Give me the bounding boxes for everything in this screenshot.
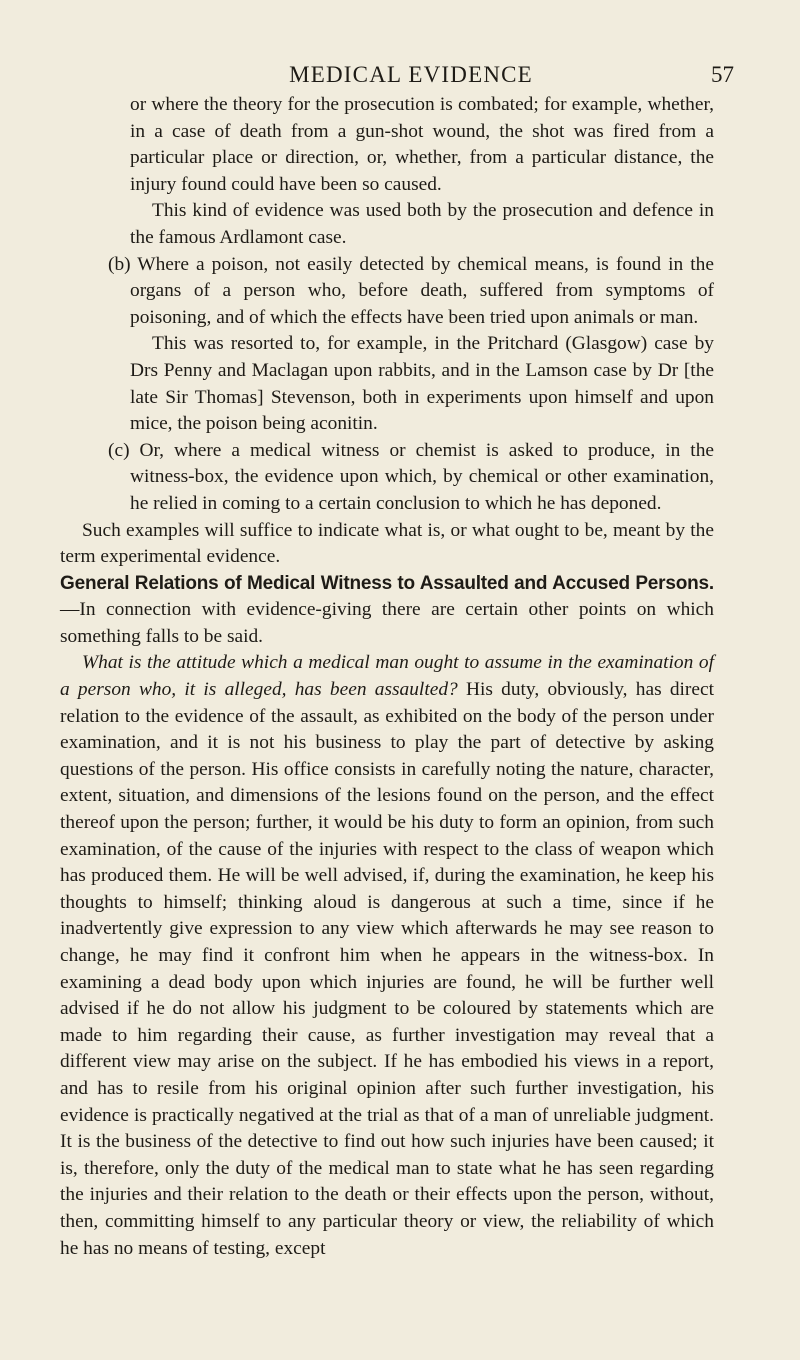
paragraph-item-b: (b) Where a poison, not easily detected by chemical means, is found in the organs of a person who, before death, suffered from symptoms of poisoning, and of which the effects have been tried upon animals or man. <box>108 253 714 328</box>
paragraph-examples: Such examples will suffice to indicate what is, or what ought to be, meant by the term experimental evidence. <box>60 519 714 568</box>
paragraph-item-c: (c) Or, where a medical witness or chemist is asked to produce, in the witness-box, the evidence upon which, by chemical or other examination, he relied in coming to a certain conclusion to which he has deponed. <box>108 439 714 514</box>
page-number: 57 <box>711 62 734 87</box>
paragraph-general-relations <box>60 571 714 651</box>
running-title: MEDICAL EVIDENCE <box>289 62 533 87</box>
paragraph-continuation: or where the theory for the prosecution is combated; for example, whether, in a case of death from a gun-shot wound, the shot was fired from a particular place or direction, or, whether, from a particular distance, the injury found could have been so caused. <box>130 94 714 195</box>
paragraph-pritchard: This was resorted to, for example, in the Pritchard (Glasgow) case by Drs Penny and Maclagan upon rabbits, and in the Lamson case by Dr [the late Sir Thomas] Stevenson, both in experiments upon himself and upon mice, the poison being aconitin. <box>130 333 714 435</box>
running-header <box>60 58 734 92</box>
section-heading-continuation: —In connection with evidence-giving there are certain other points on which something falls to be said. <box>60 599 714 647</box>
section-heading: General Relations of Medical Witness to Assaulted and Accused Persons. <box>60 572 714 594</box>
body-text <box>60 92 714 1262</box>
paragraph-ardlamont: This kind of evidence was used both by the prosecution and defence in the famous Ardlamont case. <box>130 200 714 248</box>
book-page <box>0 58 800 1360</box>
italic-question: What is the attitude which a medical man ought to assume in the examination of a person who, it is alleged, has been assaulted? <box>60 652 714 701</box>
paragraph-attitude <box>60 650 714 1262</box>
paragraph-attitude-body: His duty, obviously, has direct relation to the evidence of the assault, as exhibited on the body of the person under examination, and it is not his business to play the part of detective by asking questions of the person. His office consists in carefully noting the nature, character, extent, situation, and dimensions of the lesions found on the person, and the effect thereof upon the person; further, it would be his duty to form an opinion, from such examination, of the cause of the injuries with respect to the class of weapon which has produced them. He will be well advised, if, during the examination, he keep his thoughts to himself; thinking aloud is dangerous at such a time, since if he inadvertently give expression to any view which afterwards he may see reason to change, he may find it confront him when he appears in the witness-box. In examining a dead body upon which injuries are found, he will be further well advised if he do not allow his judgment to be coloured by statements which are made to him regarding their cause, as further investigation may reveal that a different view may arise on the subject. If he has embodied his views in a report, and has to resile from his original opinion after such further investigation, his evidence is practically negatived at the trial as that of a man of unreliable judgment. It is the business of the detective to find out how such injuries have been caused; it is, therefore, only the duty of the medical man to state what he has seen regarding the injuries and their relation to the death or their effects upon the person, without, then, committing himself to any particular theory or view, the reliability of which he has no means of testing, except <box>60 679 714 1259</box>
